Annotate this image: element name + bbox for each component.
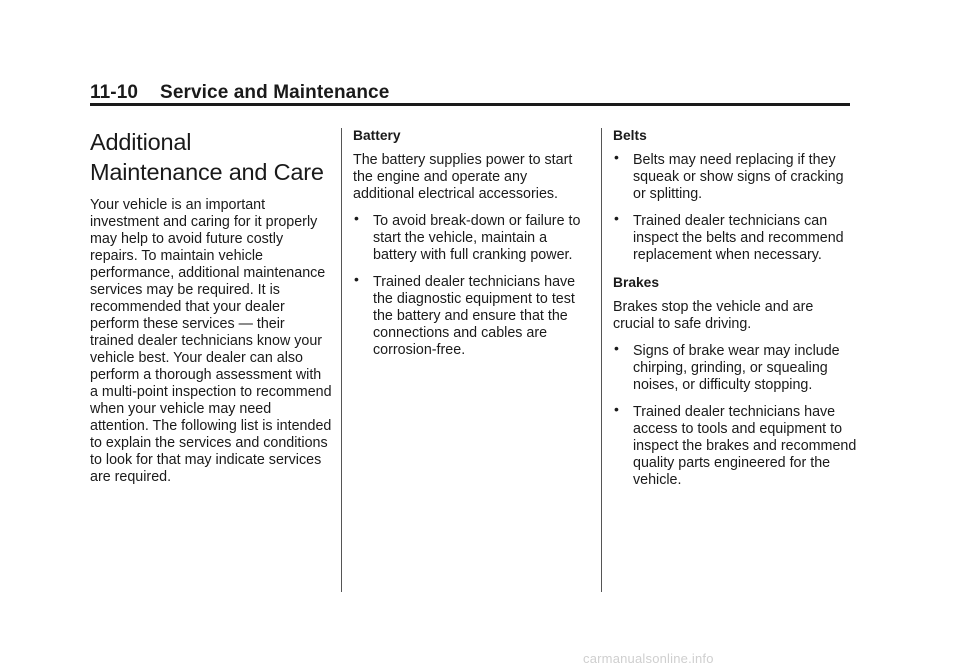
brakes-heading: Brakes <box>613 275 660 290</box>
list-item: • Trained dealer technicians can inspect the belts and recommend replacement when necessary. <box>613 213 858 264</box>
header-rule <box>90 103 850 106</box>
main-title-line-1: Additional <box>90 129 192 155</box>
belts-bullet-list <box>613 152 858 264</box>
intro-paragraph: Your vehicle is an important investment and caring for it properly may help to avoid future costly repairs. To maintain vehicle performance, additional maintenance services may be required. It is recommended that your dealer perform these services — their trained dealer technicians know your vehicle best. Your dealer can also perform a thorough assessment with a multi-point inspection to recommend when your vehicle may need attention. The following list is intended to explain the services and conditions to look for that may indicate services are required. <box>90 197 332 485</box>
brakes-intro: Brakes stop the vehicle and are crucial to safe driving. <box>613 299 814 332</box>
brakes-bullet-list <box>613 343 858 489</box>
column-divider-2 <box>601 128 602 592</box>
list-item: • To avoid break-down or failure to start the vehicle, maintain a battery with full cranking power. <box>353 213 585 264</box>
header-text <box>90 82 850 104</box>
list-item: • Trained dealer technicians have the diagnostic equipment to test the battery and ensure that the connections and cables are corrosion-free. <box>353 274 585 359</box>
list-item: • Belts may need replacing if they squeak or show signs of cracking or splitting. <box>613 152 858 203</box>
main-title <box>90 127 332 187</box>
watermark: carmanualsonline.info <box>583 651 714 666</box>
column-2 <box>353 127 585 369</box>
battery-bullet-list <box>353 213 585 359</box>
section-title: Service and Maintenance <box>160 82 390 103</box>
column-3 <box>613 127 858 499</box>
list-item: • Signs of brake wear may include chirping, grinding, or squealing noises, or difficulty stopping. <box>613 343 858 394</box>
page-header <box>90 82 850 104</box>
belts-heading: Belts <box>613 128 647 143</box>
main-title-line-2: Maintenance and Care <box>90 159 324 185</box>
list-item: • Trained dealer technicians have access to tools and equipment to inspect the brakes and recommend quality parts engineered for the vehicle. <box>613 404 858 489</box>
column-divider-1 <box>341 128 342 592</box>
battery-heading: Battery <box>353 128 401 143</box>
battery-intro: The battery supplies power to start the engine and operate any additional electrical accessories. <box>353 152 573 202</box>
page-number: 11-10 <box>90 82 139 103</box>
column-1 <box>90 127 332 496</box>
